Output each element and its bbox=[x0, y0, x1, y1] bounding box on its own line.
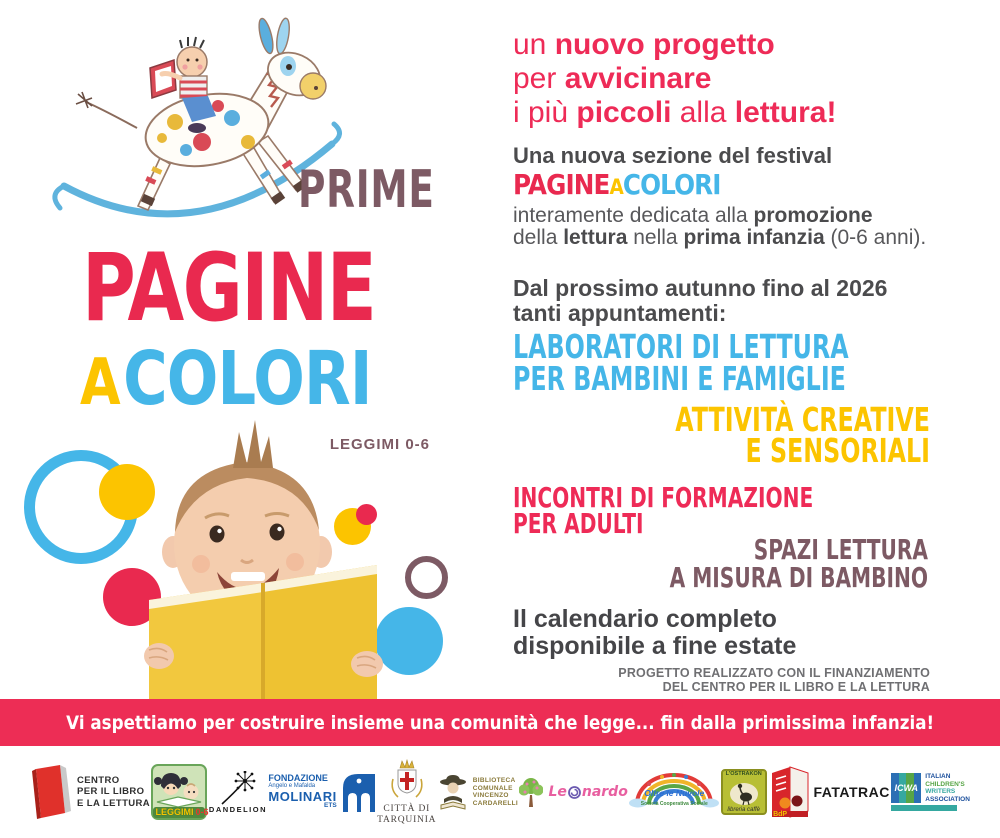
cardarelli-text bbox=[473, 777, 518, 807]
headline-text-bold: lettura! bbox=[734, 96, 837, 129]
partner-text: CENTRO bbox=[77, 774, 120, 786]
funding-note bbox=[513, 666, 930, 694]
schedule-line-1: Dal prossimo autunno fino al 2026 bbox=[513, 275, 888, 301]
leggimi-0-6-tagline: LEGGIMI 0-6 bbox=[329, 436, 430, 453]
centro-libro-text bbox=[77, 775, 150, 810]
icwa-stripes-icon bbox=[891, 773, 921, 803]
partner-logo-fondazione-molinari bbox=[268, 772, 375, 812]
partner-logo-biblioteca-cardarelli bbox=[438, 772, 518, 812]
partner-text: ASSOCIATION bbox=[925, 795, 970, 803]
dandelion-icon bbox=[214, 771, 262, 805]
leonardo-wordmark bbox=[548, 784, 627, 800]
prime-title: PRIME bbox=[298, 160, 435, 220]
banner bbox=[0, 699, 1000, 746]
headline-text-bold: nuovo progetto bbox=[554, 28, 775, 61]
program-line: SPAZI LETTURA bbox=[753, 533, 928, 566]
headline-line-1 bbox=[513, 28, 836, 62]
funding-line-2: DEL CENTRO PER IL LIBRO E LA LETTURA bbox=[662, 680, 930, 694]
partner-text: CITTÀ DI bbox=[383, 804, 431, 814]
intro-line-3 bbox=[513, 227, 926, 249]
intro-line-1: Una nuova sezione del festival bbox=[513, 143, 833, 168]
leggimi-0-6-label bbox=[155, 807, 208, 817]
program-line: E SENSORIALI bbox=[745, 431, 930, 470]
icwa-banner-bar bbox=[891, 805, 957, 811]
swirl-icon bbox=[568, 786, 581, 799]
fatatrac-wordmark: FATATRAC bbox=[813, 784, 890, 800]
partner-text: CARDARELLI bbox=[472, 799, 519, 807]
partner-text: 0-6 bbox=[195, 807, 209, 817]
program-line: A MISURA DI BAMBINO bbox=[669, 561, 928, 594]
baby-photo bbox=[105, 412, 450, 700]
icwa-text bbox=[925, 773, 970, 803]
schedule-intro bbox=[513, 276, 887, 326]
partner-text: Angelo e Mafalda bbox=[268, 783, 316, 790]
nuvole-sublabel: Società Cooperativa Sociale bbox=[640, 801, 708, 807]
headline-text: per bbox=[513, 62, 565, 95]
ostrakon-label: L'OSTRAKON bbox=[725, 771, 762, 777]
tarquinia-text bbox=[377, 804, 436, 825]
calendar-line-1: Il calendario completo bbox=[513, 605, 777, 633]
program-item-incontri bbox=[513, 481, 930, 540]
intro-text-bold: prima infanzia bbox=[683, 226, 825, 249]
partner-text: WRITERS bbox=[925, 788, 956, 795]
headline-text: un bbox=[513, 28, 555, 61]
red-book-icon bbox=[30, 763, 72, 821]
headline-text-bold: avvicinare bbox=[564, 62, 712, 95]
intro-text-bold: lettura bbox=[563, 226, 628, 249]
icwa-acronym: ICWA bbox=[894, 783, 919, 793]
calendar-line-2: disponibile a fine estate bbox=[513, 632, 797, 660]
program-line: LABORATORI DI LETTURA bbox=[513, 327, 849, 366]
banner-text: Vi aspettiamo per costruire insieme una comunità che legge... fin dalla primissima infanzia! bbox=[66, 711, 934, 734]
partner-text: VINCENZO bbox=[472, 792, 509, 799]
program-line: PER BAMBINI E FAMIGLIE bbox=[513, 359, 846, 398]
festival-pagine: PAGINE bbox=[513, 168, 610, 201]
partner-text: ETS bbox=[324, 802, 337, 810]
festival-a: A bbox=[609, 175, 623, 199]
partner-text: ITALIAN bbox=[925, 773, 951, 780]
intro-text-bold: promozione bbox=[753, 204, 873, 227]
festival-logo-text bbox=[513, 170, 877, 202]
a-letter: A bbox=[80, 346, 120, 420]
tarquinia-crest-icon bbox=[388, 759, 426, 803]
molinari-text bbox=[268, 774, 336, 810]
partner-logo-citta-di-tarquinia bbox=[377, 759, 436, 825]
partner-text: nardo bbox=[581, 784, 628, 800]
funding-line-1: PROGETTO REALIZZATO CON IL FINANZIAMENTO bbox=[618, 666, 930, 680]
festival-colori: COLORI bbox=[622, 168, 721, 201]
calendar-note bbox=[513, 606, 796, 660]
intro-text-normal: nella bbox=[627, 226, 684, 249]
colori-word: COLORI bbox=[123, 336, 372, 422]
headline-text: i più bbox=[513, 96, 577, 129]
partner-text: FONDAZIONE bbox=[268, 772, 328, 783]
partner-logo-fatatrac bbox=[814, 784, 890, 800]
headline-text: alla bbox=[671, 96, 735, 129]
program-item-attivita bbox=[513, 400, 930, 470]
partner-text: TARQUINIA bbox=[377, 814, 437, 825]
intro-text-normal: della bbox=[513, 226, 564, 249]
partner-logo-leggimi-0-6 bbox=[151, 764, 207, 820]
partner-text: E LA LETTURA bbox=[77, 797, 151, 809]
molinari-arches-icon bbox=[342, 772, 376, 812]
intro-text bbox=[513, 145, 926, 249]
program-line: ATTIVITÀ CREATIVE bbox=[675, 400, 930, 439]
program-line: INCONTRI DI FORMAZIONE bbox=[513, 481, 814, 514]
partner-logo-icwa bbox=[891, 773, 970, 811]
partner-logo-centro-libro bbox=[30, 763, 150, 821]
partner-text: LEGGIMI bbox=[155, 807, 194, 817]
a-colori-title bbox=[80, 336, 372, 422]
program-item-spazi bbox=[513, 533, 928, 594]
intro-line-2 bbox=[513, 205, 926, 227]
schedule-line-2: tanti appuntamenti: bbox=[513, 300, 727, 326]
intro-text-normal: interamente dedicata alla bbox=[513, 204, 754, 227]
partner-logo-bdp bbox=[768, 763, 812, 821]
partner-text: MOLINARI bbox=[268, 788, 337, 804]
program-item-laboratori bbox=[513, 327, 979, 398]
partner-logo-ostrakon bbox=[721, 769, 767, 815]
partner-text: PER IL LIBRO bbox=[77, 786, 145, 798]
pagine-title: PAGINE bbox=[82, 234, 376, 343]
partner-logo-leonardo bbox=[519, 776, 627, 808]
partner-text: BIBLIOTECA bbox=[472, 777, 516, 784]
intro-text-normal: (0-6 anni). bbox=[824, 226, 927, 249]
partner-text: COMUNALE bbox=[472, 784, 513, 792]
partner-logo-oltre-le-nuvole bbox=[629, 772, 719, 812]
dandelion-label: DANDELION bbox=[208, 804, 267, 814]
leonardo-tree-icon bbox=[519, 776, 543, 808]
partner-logo-dandelion bbox=[209, 771, 267, 814]
headline bbox=[513, 28, 836, 130]
ostrakon-sublabel: libreria caffè bbox=[727, 807, 761, 813]
headline-text-bold: piccoli bbox=[576, 96, 672, 129]
headline-line-2 bbox=[513, 62, 836, 96]
partner-text: CHILDREN'S bbox=[925, 780, 965, 788]
nuvole-label: Oltre le Nuvole bbox=[644, 788, 705, 798]
headline-line-3 bbox=[513, 96, 836, 130]
program-line: PER ADULTI bbox=[513, 507, 644, 540]
partner-logos-strip bbox=[30, 746, 970, 838]
cardarelli-portrait-icon bbox=[438, 772, 468, 812]
partner-text: Le bbox=[548, 784, 567, 800]
bdp-label: BdP bbox=[773, 811, 788, 818]
